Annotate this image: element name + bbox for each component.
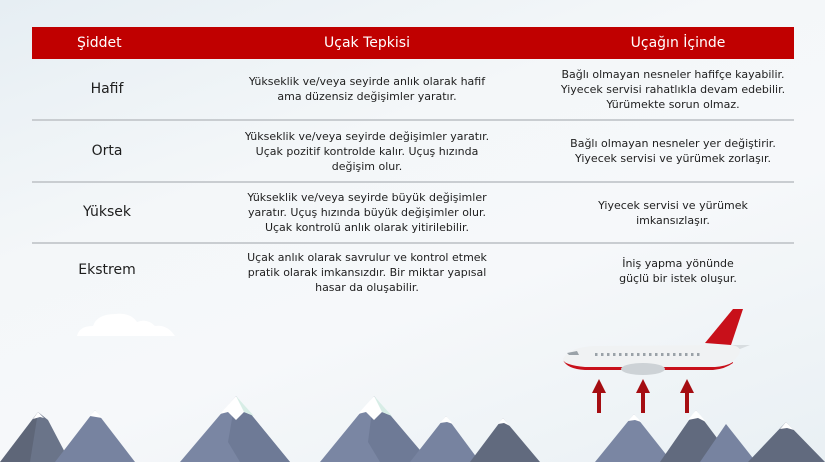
turbulence-table [32, 27, 794, 306]
inside-aircraft-cell [552, 136, 794, 166]
cloud-icon [75, 308, 185, 338]
aircraft-response-cell [182, 129, 552, 174]
header-inside-aircraft: Uçağın İçinde [630, 35, 726, 51]
text-line: güçlü bir istek oluşur. [619, 272, 737, 285]
text-line: Uçak pozitif kontrolde kalır. Uçuş hızında [255, 144, 479, 158]
severity-cell: Yüksek [83, 204, 131, 220]
text-line: pratik olarak imkansızdır. Bir miktar yapısal [247, 266, 487, 279]
table-header [32, 27, 794, 59]
text-line: Bağlı olmayan nesneler yer değiştirir. [570, 137, 776, 150]
text-line: yaratır. Uçuş hızında büyük değişimler olur. [248, 206, 486, 219]
text-line: değişim olur. [331, 159, 403, 173]
table-row [32, 183, 794, 244]
text-line: Yükseklik ve/veya seyirde anlık olarak hafif [248, 75, 486, 88]
text-line: Uçak kontrolü anlık olarak yitirilebilir. [264, 221, 470, 234]
text-line: Uçak anlık olarak savrulur ve kontrol etmek [247, 251, 487, 264]
text-line: Yürümekte sorun olmaz. [606, 97, 740, 111]
inside-aircraft-cell [552, 250, 794, 286]
inside-aircraft-cell [552, 67, 794, 112]
text-line: Yükseklik ve/veya seyirde büyük değişimler [247, 191, 487, 204]
mountains-icon [0, 390, 825, 462]
table-row [32, 59, 794, 121]
text-line: imkansızlaşır. [636, 213, 710, 227]
text-line: Yükseklik ve/veya seyirde değişimler yaratır. [244, 129, 490, 143]
text-line: İniş yapma yönünde [622, 257, 734, 270]
aircraft-response-cell [182, 190, 552, 235]
table-row [32, 244, 794, 306]
text-line: hasar da oluşabilir. [315, 281, 419, 294]
inside-aircraft-cell [552, 198, 794, 228]
header-aircraft-response: Uçak Tepkisi [324, 35, 410, 51]
aircraft-response-cell [182, 74, 552, 104]
header-severity: Şiddet [77, 35, 122, 51]
text-line: Yiyecek servisi rahatlıkla devam edebilir. [560, 82, 786, 96]
aircraft-response-cell [182, 250, 552, 295]
severity-cell: Hafif [90, 80, 124, 97]
severity-cell: Orta [91, 142, 123, 159]
text-line: Yiyecek servisi ve yürümek [598, 198, 748, 212]
text-line: ama düzensiz değişimler yaratır. [277, 90, 457, 103]
table-row [32, 121, 794, 183]
severity-cell: Ekstrem [78, 262, 136, 278]
text-line: Bağlı olmayan nesneler hafifçe kayabilir. [561, 67, 785, 81]
text-line: Yiyecek servisi ve yürümek zorlaşır. [575, 152, 771, 165]
